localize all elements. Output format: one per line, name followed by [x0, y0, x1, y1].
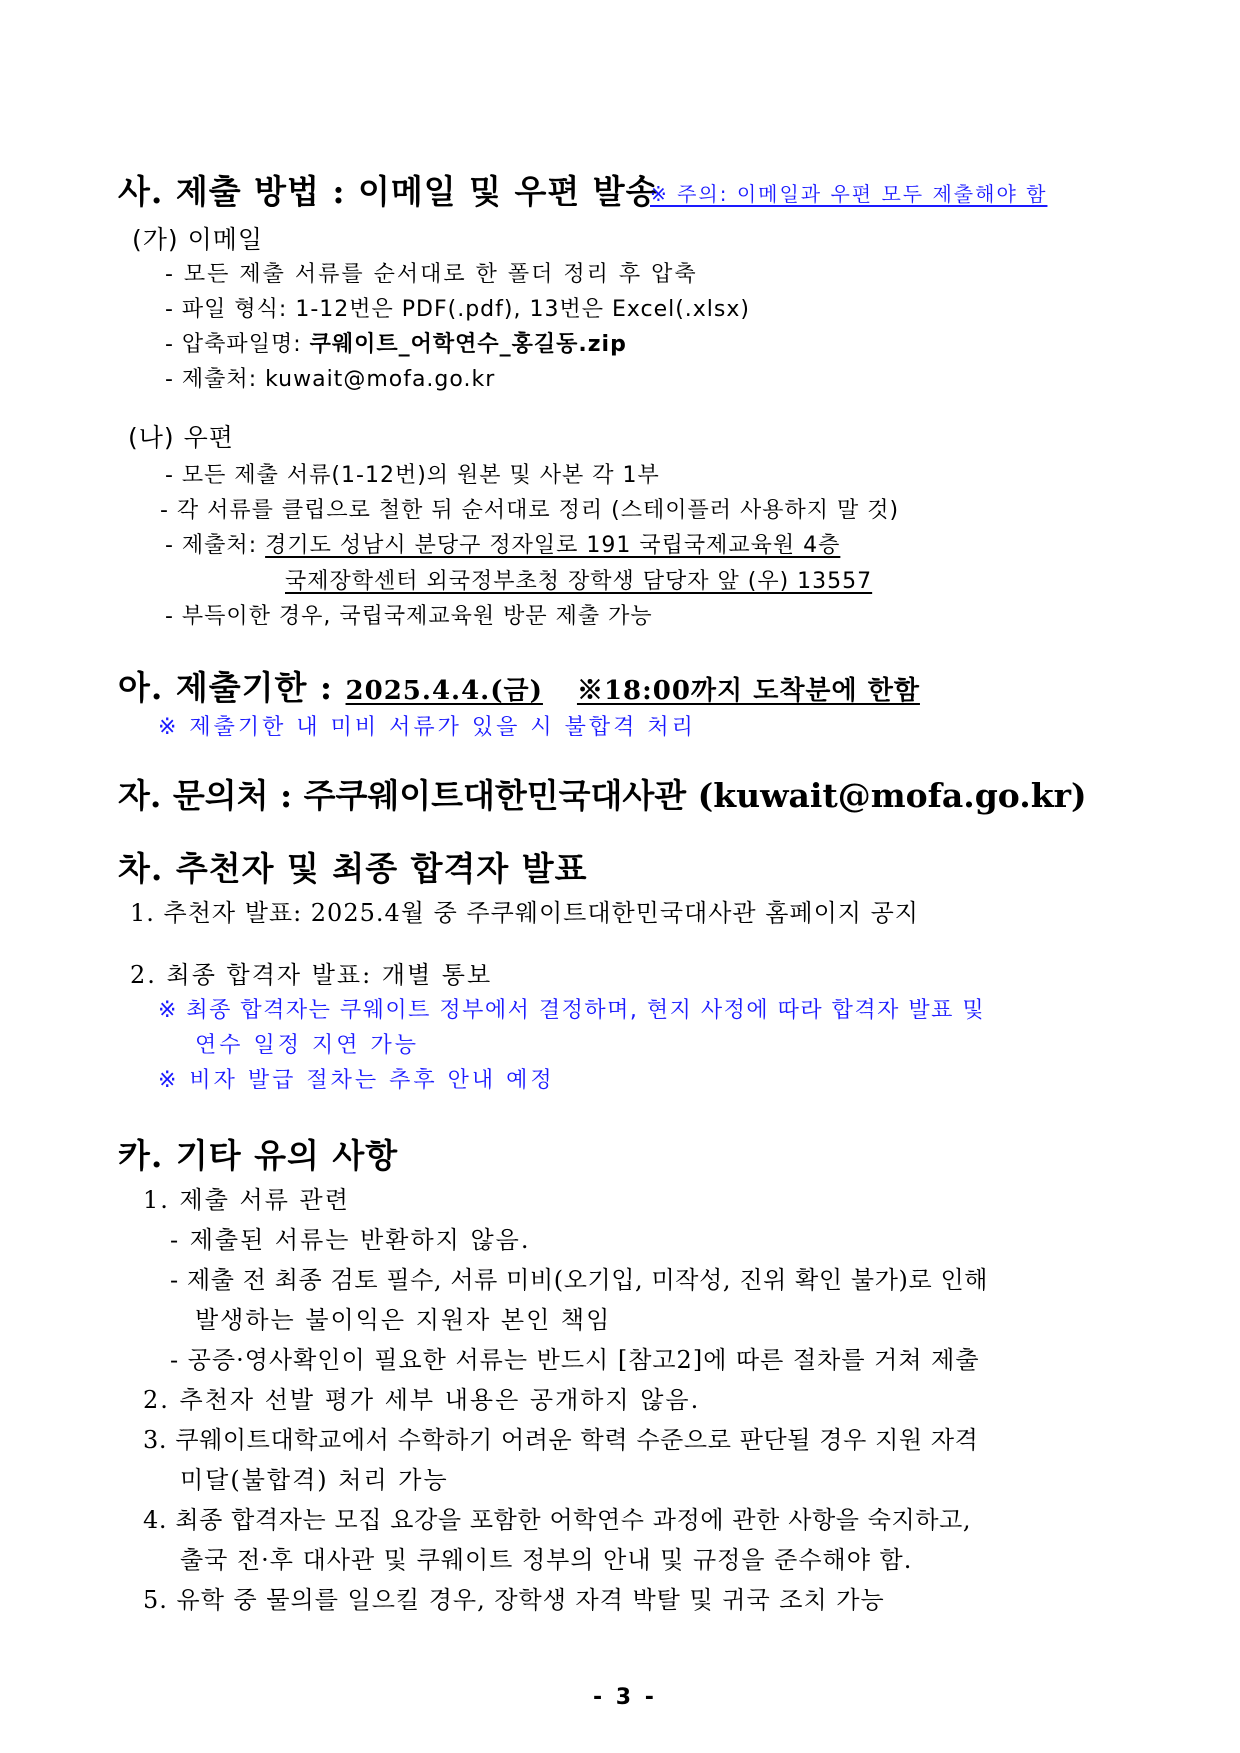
- ka-item-1-c: - 공증·영사확인이 필요한 서류는 반드시 [참고2]에 따른 절차를 거쳐 제출: [170, 1346, 980, 1374]
- post-heading: (나) 우편: [128, 423, 234, 452]
- cha-item-2: 2. 최종 합격자 발표: 개별 통보: [130, 961, 493, 989]
- page-number: - 3 -: [593, 1685, 657, 1710]
- section-sa-notice: ※ 주의: 이메일과 우편 모두 제출해야 함: [650, 182, 1048, 206]
- email-line-1: - 모든 제출 서류를 순서대로 한 폴더 정리 후 압축: [165, 262, 698, 287]
- email-line-4: - 제출처: kuwait@mofa.go.kr: [165, 367, 496, 392]
- email-line-2: - 파일 형식: 1-12번은 PDF(.pdf), 13번은 Excel(.xlsx): [165, 297, 750, 322]
- section-ja-title: 자. 문의처 : 주쿠웨이트대한민국대사관 (kuwait@mofa.go.kr): [118, 776, 1087, 815]
- ka-item-4b: 출국 전·후 대사관 및 쿠웨이트 정부의 안내 및 규정을 준수해야 함.: [180, 1546, 913, 1574]
- email-filename-value: 쿠웨이트_어학연수_홍길동.zip: [309, 332, 627, 357]
- section-sa-title: 사. 제출 방법 : 이메일 및 우편 발송: [118, 172, 659, 211]
- post-address-label: - 제출처:: [165, 533, 266, 558]
- post-line-3: [165, 528, 840, 559]
- post-line-2: - 각 서류를 클립으로 철한 뒤 순서대로 정리 (스테이플러 사용하지 말 것): [160, 498, 900, 523]
- deadline-time: ※18:00까지 도착분에 한함: [576, 676, 920, 706]
- cha-note-2: ※ 비자 발급 절차는 추후 안내 예정: [158, 1068, 555, 1093]
- ka-item-1: 1. 제출 서류 관련: [143, 1186, 350, 1214]
- post-line-4: 국제장학센터 외국정부초청 장학생 담당자 앞 (우) 13557: [285, 569, 873, 594]
- post-address-value: 경기도 성남시 분당구 정자일로 191 국립국제교육원 4층: [265, 533, 841, 558]
- cha-note-1a: ※ 최종 합격자는 쿠웨이트 정부에서 결정하며, 현지 사정에 따라 합격자 발표 및: [158, 998, 986, 1023]
- ka-item-1-b1: - 제출 전 최종 검토 필수, 서류 미비(오기입, 미작성, 진위 확인 불가)로 인해: [170, 1266, 989, 1294]
- deadline-date: 2025.4.4.(금): [345, 676, 543, 706]
- email-filename-label: - 압축파일명:: [165, 332, 310, 357]
- ka-item-3b: 미달(불합격) 처리 가능: [180, 1466, 449, 1494]
- deadline-note: ※ 제출기한 내 미비 서류가 있을 시 불합격 처리: [158, 715, 696, 740]
- ka-item-3a: 3. 쿠웨이트대학교에서 수학하기 어려운 학력 수준으로 판단될 경우 지원 자격: [143, 1426, 979, 1454]
- cha-note-1b: 연수 일정 지연 가능: [195, 1033, 419, 1058]
- email-heading: (가) 이메일: [132, 225, 264, 254]
- ka-item-2: 2. 추천자 선발 평가 세부 내용은 공개하지 않음.: [143, 1386, 701, 1414]
- post-line-1: - 모든 제출 서류(1-12번)의 원본 및 사본 각 1부: [165, 463, 660, 488]
- email-line-3: [165, 327, 627, 358]
- section-cha-title: 차. 추천자 및 최종 합격자 발표: [118, 849, 588, 888]
- section-ka-title: 카. 기타 유의 사항: [118, 1136, 399, 1175]
- section-a-title: [118, 662, 920, 709]
- post-line-5: - 부득이한 경우, 국립국제교육원 방문 제출 가능: [165, 604, 653, 629]
- ka-item-1-b2: 발생하는 불이익은 지원자 본인 책임: [195, 1306, 612, 1334]
- deadline-label: 아. 제출기한 :: [118, 668, 346, 707]
- ka-item-5: 5. 유학 중 물의를 일으킬 경우, 장학생 자격 박탈 및 귀국 조치 가능: [143, 1586, 885, 1614]
- ka-item-4a: 4. 최종 합격자는 모집 요강을 포함한 어학연수 과정에 관한 사항을 숙지하고,: [143, 1506, 972, 1534]
- ka-item-1-a: - 제출된 서류는 반환하지 않음.: [170, 1226, 531, 1254]
- cha-item-1: 1. 추천자 발표: 2025.4월 중 주쿠웨이트대한민국대사관 홈페이지 공지: [130, 899, 919, 927]
